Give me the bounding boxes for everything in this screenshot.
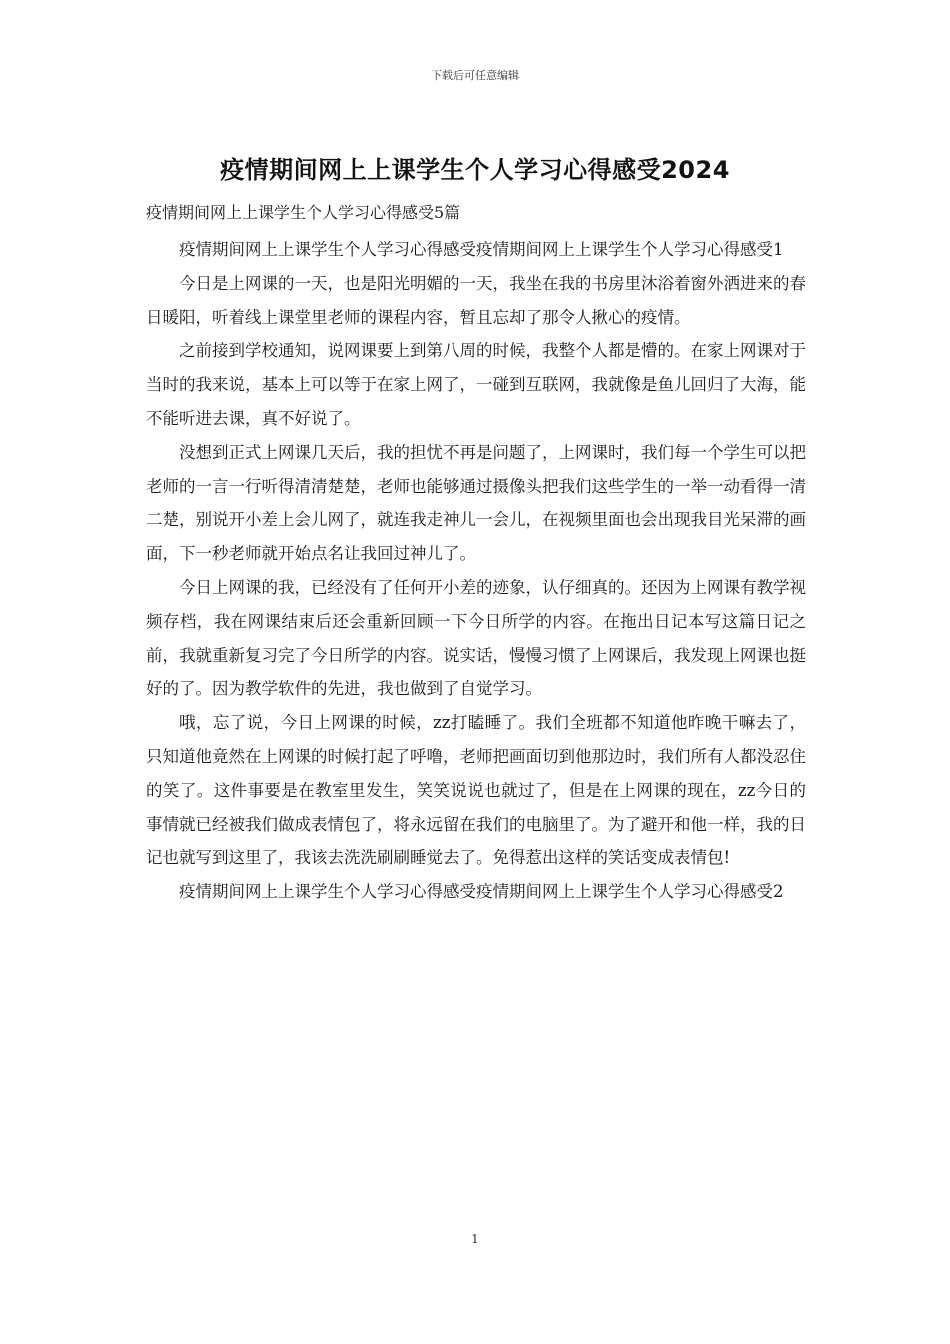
document-title: 疫情期间网上上课学生个人学习心得感受2024 (220, 156, 730, 184)
paragraph: 哦，忘了说，今日上网课的时候，zz打瞌睡了。我们全班都不知道他昨晚干嘛去了，只知道他竟然在上网课的时候打起了呼噜，老师把画面切到他那边时，我们所有人都没忍住的笑了。这件事要是在教室里发生，笑笑说说也就过了，但是在上网课的现在，zz今日的事情就已经被我们做成表情包了，将永远留在我们的电脑里了。为了避开和他一样，我的日记也就写到这里了，我该去洗洗刷刷睡觉去了。免得惹出这样的笑话变成表情包! (146, 713, 806, 868)
paragraph: 疫情期间网上上课学生个人学习心得感受疫情期间网上上课学生个人学习心得感受1 (179, 240, 784, 259)
paragraph: 今日是上网课的一天，也是阳光明媚的一天，我坐在我的书房里沐浴着窗外洒进来的春日暖阳，听着线上课堂里老师的课程内容，暂且忘却了那令人揪心的疫情。 (146, 273, 806, 327)
paragraph: 没想到正式上网课几天后，我的担忧不再是问题了，上网课时，我们每一个学生可以把老师的一言一行听得清清楚楚，老师也能够通过摄像头把我们这些学生的一举一动看得一清二楚，别说开小差上会儿网了，就连我走神儿一会儿，在视频里面也会出现我目光呆滞的画面，下一秒老师就开始点名让我回过神儿了。 (146, 442, 806, 564)
paragraph: 之前接到学校通知，说网课要上到第八周的时候，我整个人都是懵的。在家上网课对于当时的我来说，基本上可以等于在家上网了，一碰到互联网，我就像是鱼儿回归了大海，能不能听进去课，真不好说了。 (146, 341, 806, 428)
paragraph: 疫情期间网上上课学生个人学习心得感受疫情期间网上上课学生个人学习心得感受2 (179, 882, 784, 902)
paragraph: 今日上网课的我，已经没有了任何开小差的迹象，认仔细真的。还因为上网课有教学视频存档，我在网课结束后还会重新回顾一下今日所学的内容。在拖出日记本写这篇日记之前，我就重新复习完了今日所学的内容。说实话，慢慢习惯了上网课后，我发现上网课也挺好的了。因为教学软件的先进，我也做到了自觉学习。 (146, 577, 806, 699)
document-body (146, 233, 806, 909)
document-subtitle: 疫情期间网上上课学生个人学习心得感受5篇 (146, 203, 461, 222)
header-note: 下载后可任意编辑 (431, 69, 519, 82)
page-number: 1 (471, 1232, 479, 1246)
